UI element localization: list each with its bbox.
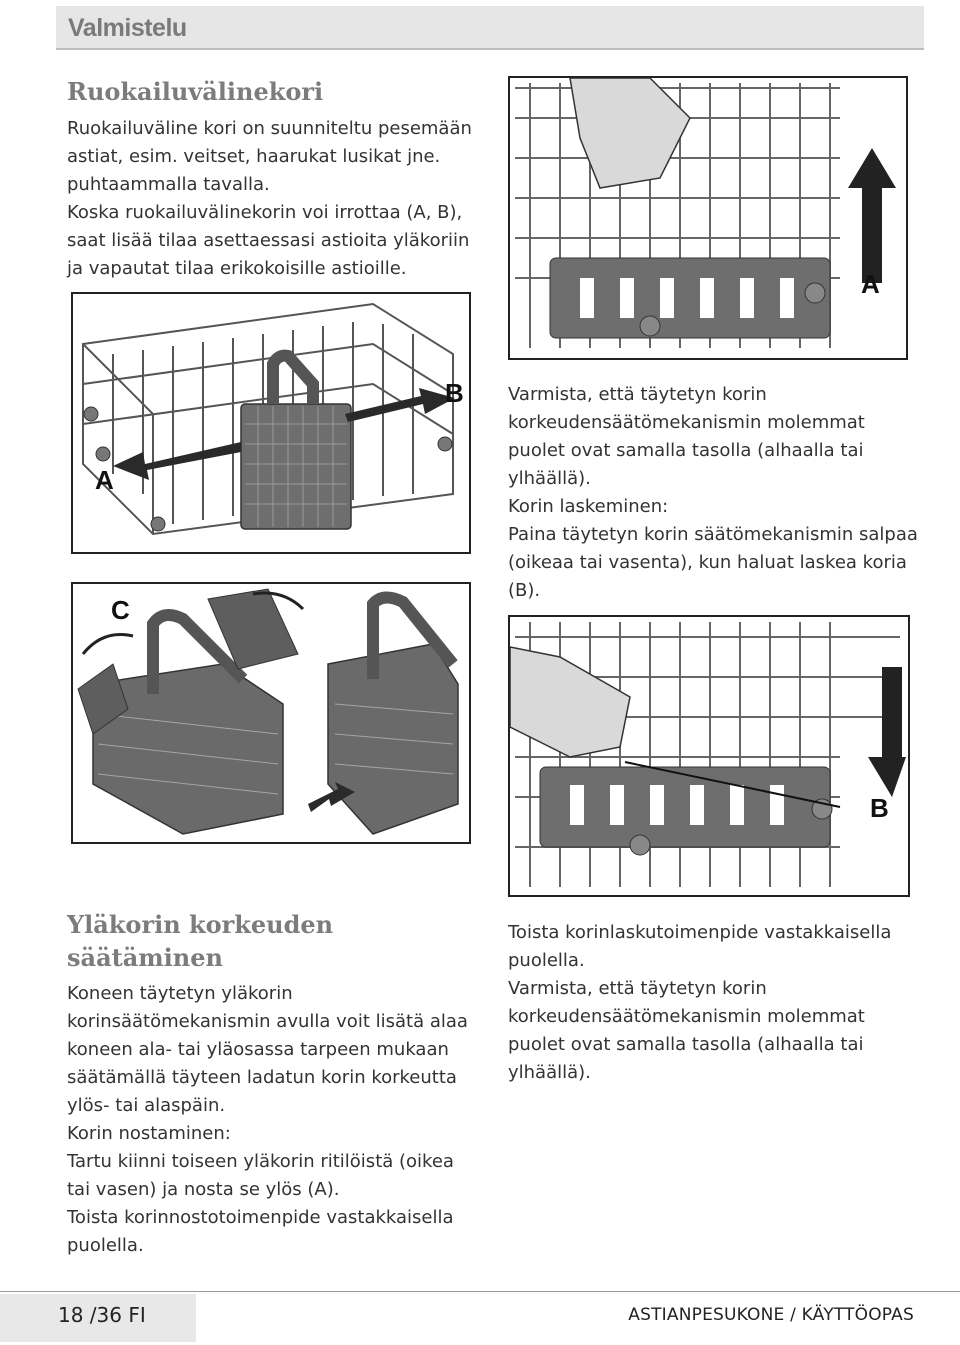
figure-label-a: A (861, 269, 880, 299)
text-line: korkeudensäätömekanismin molemmat (508, 412, 865, 433)
text-line: Koneen täytetyn yläkorin (67, 983, 293, 1004)
text-line: ylös- tai alaspäin. (67, 1095, 226, 1116)
text-line: saat lisää tilaa asettaessasi astioita yläkoriin (67, 230, 470, 251)
arrow-down-icon (868, 667, 906, 797)
repeat-lowering-paragraph (508, 919, 891, 1087)
rack-lowering-paragraph (508, 381, 918, 605)
figure-raise-rack (508, 76, 908, 360)
text-line: puhtaammalla tavalla. (67, 174, 270, 195)
rack-illustration (73, 294, 469, 552)
text-line: ylhäällä). (508, 1062, 591, 1083)
text-line: ylhäällä). (508, 468, 591, 489)
figure-basket-folding (71, 582, 471, 844)
cutlery-basket-paragraph (67, 115, 472, 283)
text-line: Paina täytetyn korin säätömekanismin salpaa (508, 524, 918, 545)
figure-lower-rack (508, 615, 910, 897)
text-line: astiat, esim. veitset, haarukat lusikat jne. (67, 146, 441, 167)
raise-rack-illustration (510, 78, 906, 358)
text-line: puolet ovat samalla tasolla (alhaalla tai (508, 1034, 864, 1055)
arrow-up-icon (848, 148, 896, 283)
hand-icon (570, 78, 690, 188)
arrow-right-icon (345, 388, 455, 422)
text-line: Koska ruokailuvälinekorin voi irrottaa (A, B), (67, 202, 463, 223)
curved-arrow-left-icon (83, 634, 133, 654)
text-line: puolella. (67, 1235, 144, 1256)
text-line: Varmista, että täytetyn korin (508, 384, 767, 405)
page-number: 18 /36 FI (58, 1303, 146, 1327)
header-bar (56, 6, 924, 50)
document-title: ASTIANPESUKONE / KÄYTTÖOPAS (628, 1305, 914, 1325)
figure-cutlery-basket-rack (71, 292, 471, 554)
text-line: tai vasen) ja nosta se ylös (A). (67, 1179, 340, 1200)
text-line: korkeudensäätömekanismin molemmat (508, 1006, 865, 1027)
text-line: (B). (508, 580, 541, 601)
text-line: Varmista, että täytetyn korin (508, 978, 767, 999)
text-line: Toista korinlaskutoimenpide vastakkaisella (508, 922, 892, 943)
figure-label-a: A (95, 465, 114, 495)
title-line: Yläkorin korkeuden (67, 910, 334, 939)
section-title-cutlery-basket: Ruokailuvälinekori (67, 77, 324, 106)
text-line: Ruokailuväline kori on suunniteltu pesemään (67, 118, 472, 139)
text-line: Korin nostaminen: (67, 1123, 231, 1144)
figure-label-b: B (870, 793, 889, 823)
text-line: puolet ovat samalla tasolla (alhaalla tai (508, 440, 864, 461)
text-line: Tartu kiinni toiseen yläkorin ritilöistä (oikea (67, 1151, 454, 1172)
text-line: puolella. (508, 950, 585, 971)
text-line: säätämällä täyteen ladatun korin korkeutta (67, 1067, 457, 1088)
text-line: koneen ala- tai yläosassa tarpeen mukaan (67, 1039, 449, 1060)
footer-divider (0, 1291, 960, 1292)
basket-fold-illustration (73, 584, 469, 842)
arrow-left-icon (113, 442, 241, 480)
text-line: (oikeaa tai vasenta), kun haluat laskea koria (508, 552, 907, 573)
hand-icon (510, 647, 630, 757)
text-line: Toista korinnostotoimenpide vastakkaisella (67, 1207, 454, 1228)
section-title-rack-height (67, 908, 333, 974)
figure-label-b: B (445, 378, 464, 408)
rack-height-paragraph (67, 980, 468, 1260)
title-line: säätäminen (67, 943, 223, 972)
page-header-title: Valmistelu (68, 14, 187, 42)
text-line: korinsäätömekanismin avulla voit lisätä alaa (67, 1011, 468, 1032)
text-line: ja vapautat tilaa erikokoisille astioille. (67, 258, 407, 279)
lower-rack-illustration (510, 617, 908, 895)
figure-label-c: C (111, 595, 130, 625)
text-line: Korin laskeminen: (508, 496, 669, 517)
